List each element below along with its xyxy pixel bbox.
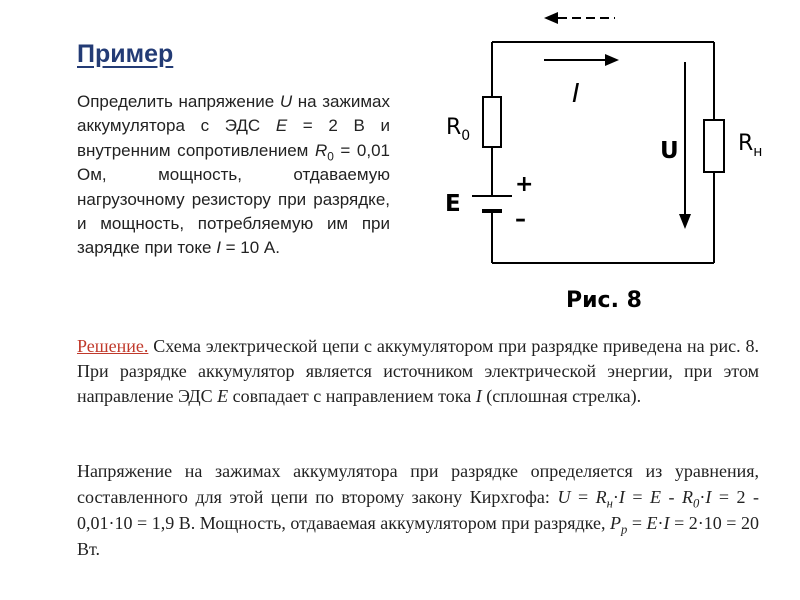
- kirchhoff-text: = 2 - 0,01·10 = 1,9 В. Мощность, отдаваемая аккумулятором при разрядке,: [77, 487, 760, 533]
- subscript: н: [606, 496, 613, 511]
- subscript: 0: [327, 149, 334, 164]
- problem-text: = 0,01 Ом, мощность, отдаваемую нагрузочному резистору при разрядке, и мощность, потребляемую им при зарядке при токе: [77, 140, 390, 258]
- var-E: E: [275, 116, 288, 136]
- subscript: 0: [693, 496, 700, 511]
- var-I: I: [663, 513, 670, 533]
- label-minus: –: [515, 207, 526, 232]
- problem-text: на зажимах аккумулятора с ЭДС: [77, 92, 390, 136]
- kirchhoff-text: =: [627, 513, 647, 533]
- problem-text: = 2 В и внутренним сопротивлением: [77, 116, 390, 160]
- var-P: P: [610, 513, 621, 533]
- resistor-rn: [704, 120, 724, 172]
- kirchhoff-text: ·: [699, 487, 706, 507]
- problem-text: = 10 А.: [220, 238, 280, 258]
- problem-text: Определить напряжение: [77, 92, 280, 111]
- var-R: R: [314, 140, 328, 160]
- problem-statement: [77, 90, 390, 261]
- kirchhoff-paragraph: [77, 458, 759, 562]
- kirchhoff-text: = 2·10 = 20 Вт.: [77, 513, 759, 559]
- resistor-r0: [483, 97, 501, 147]
- var-E: E: [650, 487, 662, 507]
- label-rn: $R_н$: [738, 131, 763, 160]
- var-I: I: [618, 487, 625, 507]
- solution-text: Схема электрической цепи с аккумулятором при разрядке приведена на рис. 8. При разрядке аккумулятор является источником электрической энергии, при этом направление ЭДС: [77, 336, 759, 406]
- subscript: р: [621, 522, 628, 537]
- current-arrow: [544, 54, 619, 66]
- kirchhoff-text: -: [661, 487, 683, 507]
- dashed-arrow: [544, 12, 615, 24]
- solution-text: (сплошная стрелка).: [481, 386, 642, 406]
- label-r0: $R_0$: [446, 115, 471, 144]
- var-R: R: [682, 487, 694, 507]
- example-heading: Пример: [77, 40, 174, 68]
- var-E: E: [217, 386, 229, 406]
- label-plus: +: [515, 172, 534, 197]
- var-I: I: [475, 386, 482, 406]
- voltage-arrow: [679, 62, 691, 229]
- label-u: U: [660, 138, 679, 164]
- kirchhoff-text: ·: [612, 487, 619, 507]
- kirchhoff-text: Напряжение на зажимах аккумулятора при разрядке определяется из уравнения, составленного для этой цепи по второму закону Кирхгофа:: [77, 461, 759, 507]
- label-e: E: [445, 191, 461, 217]
- label-i: I: [572, 79, 580, 109]
- kirchhoff-text: ·: [657, 513, 664, 533]
- kirchhoff-text: =: [624, 487, 651, 507]
- solution-text: совпадает с направлением тока: [228, 386, 476, 406]
- var-I: I: [705, 487, 712, 507]
- figure-caption: Рис. 8: [566, 288, 642, 313]
- var-R: R: [595, 487, 607, 507]
- var-U: U: [279, 92, 293, 111]
- solution-paragraph: [77, 334, 759, 409]
- var-E: E: [646, 513, 658, 533]
- var-U: U: [557, 487, 571, 507]
- solution-label: Решение.: [77, 336, 149, 356]
- kirchhoff-text: =: [570, 487, 596, 507]
- circuit-diagram: [420, 0, 800, 320]
- var-I: I: [216, 238, 221, 258]
